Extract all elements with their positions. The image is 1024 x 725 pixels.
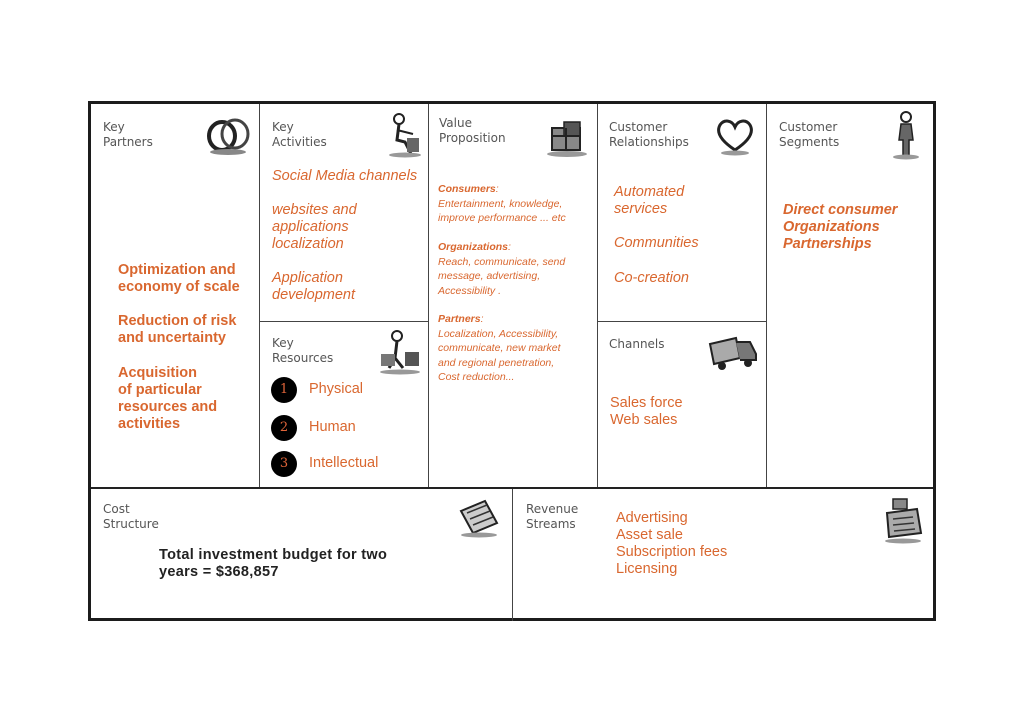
header-line: Segments xyxy=(779,135,840,149)
vp-group-line: communicate, new market xyxy=(438,342,561,354)
vp-group-line: and regional penetration, xyxy=(438,356,555,369)
truck-icon xyxy=(706,330,760,374)
vp-group-line: improve performance ... etc xyxy=(438,212,566,224)
text-line: services xyxy=(614,201,668,217)
text-line: Total investment budget for two xyxy=(159,547,388,563)
text-line: of particular xyxy=(118,382,202,398)
vp-group-line: Accessibility . xyxy=(438,284,502,297)
text-line: Automated xyxy=(614,184,685,200)
rings-icon xyxy=(204,114,252,156)
text-line: Acquisition xyxy=(118,365,197,381)
person-icon xyxy=(889,110,923,160)
partner-item xyxy=(118,365,240,433)
customer-relationships-header xyxy=(609,120,689,150)
activity-item xyxy=(272,270,417,304)
channel-item: Web sales xyxy=(610,412,678,428)
vp-title-text: Organizations xyxy=(438,241,509,253)
worker-icon xyxy=(385,112,425,158)
vp-title-suffix: : xyxy=(480,313,484,325)
vp-group-title xyxy=(438,240,565,255)
text-line: applications xyxy=(272,219,349,235)
heart-icon xyxy=(714,116,756,156)
relationship-item xyxy=(614,235,699,252)
gift-icon xyxy=(544,116,590,158)
revenue-item: Asset sale xyxy=(616,527,683,543)
text-line: resources and xyxy=(118,399,218,415)
partner-item xyxy=(118,313,240,347)
header-line: Customer xyxy=(609,120,668,134)
key-activities-text xyxy=(272,168,417,304)
cost-structure-cell xyxy=(91,489,512,621)
vp-group-title xyxy=(438,312,561,327)
header-line: Structure xyxy=(103,517,159,531)
segment-item: Direct consumer xyxy=(783,202,898,218)
customer-segments-cell xyxy=(767,104,933,487)
vp-title-suffix: : xyxy=(508,241,511,253)
vp-group-line: message, advertising, xyxy=(438,270,541,282)
vp-title-suffix: : xyxy=(495,183,499,195)
customer-relationships-cell xyxy=(598,104,766,321)
header-line: Channels xyxy=(609,337,665,351)
segment-item: Partnerships xyxy=(783,236,872,252)
text-line: economy of scale xyxy=(118,279,240,295)
vp-group-title xyxy=(438,182,566,197)
channels-cell xyxy=(598,322,766,487)
revenue-item: Licensing xyxy=(616,561,678,577)
header-line: Partners xyxy=(103,135,153,149)
business-model-canvas xyxy=(88,101,936,621)
key-resources-header xyxy=(272,336,333,366)
text-line: years = $368,857 xyxy=(159,564,279,580)
header-line: Value xyxy=(439,116,472,130)
vp-group xyxy=(438,240,565,298)
channels-text xyxy=(610,395,683,429)
resource-label: Intellectual xyxy=(309,455,379,471)
relationship-item xyxy=(614,184,699,218)
text-line: Reduction of risk xyxy=(118,313,237,329)
resource-number-badge: 2 xyxy=(271,415,297,441)
header-line: Cost xyxy=(103,502,130,516)
cost-structure-header xyxy=(103,502,159,532)
channel-item: Sales force xyxy=(610,395,683,411)
header-line: Key xyxy=(272,336,294,350)
header-line: Proposition xyxy=(439,131,506,145)
key-activities-cell xyxy=(260,104,428,321)
text-line: Co-creation xyxy=(614,270,689,286)
resource-number-badge: 1 xyxy=(271,377,297,403)
key-activities-header xyxy=(272,120,327,150)
resource-worker-icon xyxy=(377,328,423,376)
cash-register-icon xyxy=(881,497,925,545)
vp-group-line: Reach, communicate, send xyxy=(438,255,566,268)
activity-item xyxy=(272,168,417,185)
customer-segments-text xyxy=(783,202,897,253)
text-line: activities xyxy=(118,416,181,432)
text-line: Communities xyxy=(614,235,699,251)
vp-group-line: Cost reduction... xyxy=(438,371,515,383)
value-proposition-header xyxy=(439,116,506,146)
resource-label: Physical xyxy=(309,381,363,397)
vp-title-text: Consumers xyxy=(438,183,496,195)
text-line: localization xyxy=(272,236,344,252)
key-partners-cell xyxy=(91,104,259,487)
cost-structure-text xyxy=(159,547,387,581)
price-tag-icon xyxy=(455,495,503,539)
key-partners-header xyxy=(103,120,153,150)
header-line: Revenue xyxy=(526,502,579,516)
revenue-item: Subscription fees xyxy=(616,544,728,560)
customer-segments-header xyxy=(779,120,839,150)
customer-relationships-text xyxy=(614,184,699,287)
header-line: Streams xyxy=(526,517,576,531)
header-line: Customer xyxy=(779,120,838,134)
revenue-streams-cell xyxy=(513,489,933,621)
text-line: Application xyxy=(272,270,343,286)
relationship-item xyxy=(614,270,699,287)
activity-item xyxy=(272,202,417,253)
header-line: Activities xyxy=(272,135,327,149)
channels-header xyxy=(609,337,665,352)
revenue-item: Advertising xyxy=(616,510,688,526)
header-line: Key xyxy=(103,120,125,134)
resource-label: Human xyxy=(309,419,356,435)
vp-group-line: Entertainment, knowledge, xyxy=(438,197,563,210)
header-line: Resources xyxy=(272,351,334,365)
vp-title-text: Partners xyxy=(438,313,481,325)
text-line: websites and xyxy=(272,202,357,218)
vp-group xyxy=(438,182,566,226)
vp-group xyxy=(438,312,561,385)
text-line: Optimization and xyxy=(118,262,236,278)
key-partners-text xyxy=(118,262,240,433)
value-proposition-cell xyxy=(429,104,597,487)
key-resources-cell xyxy=(260,322,428,487)
text-line: development xyxy=(272,287,356,303)
vp-group-line: Localization, Accessibility, xyxy=(438,327,559,340)
text-line: Social Media channels xyxy=(272,168,418,184)
header-line: Key xyxy=(272,120,294,134)
header-line: Relationships xyxy=(609,135,689,149)
revenue-streams-text xyxy=(616,510,727,578)
text-line: and uncertainty xyxy=(118,330,226,346)
partner-item xyxy=(118,262,240,296)
resource-number-badge: 3 xyxy=(271,451,297,477)
segment-item: Organizations xyxy=(783,219,880,235)
revenue-streams-header xyxy=(526,502,578,532)
